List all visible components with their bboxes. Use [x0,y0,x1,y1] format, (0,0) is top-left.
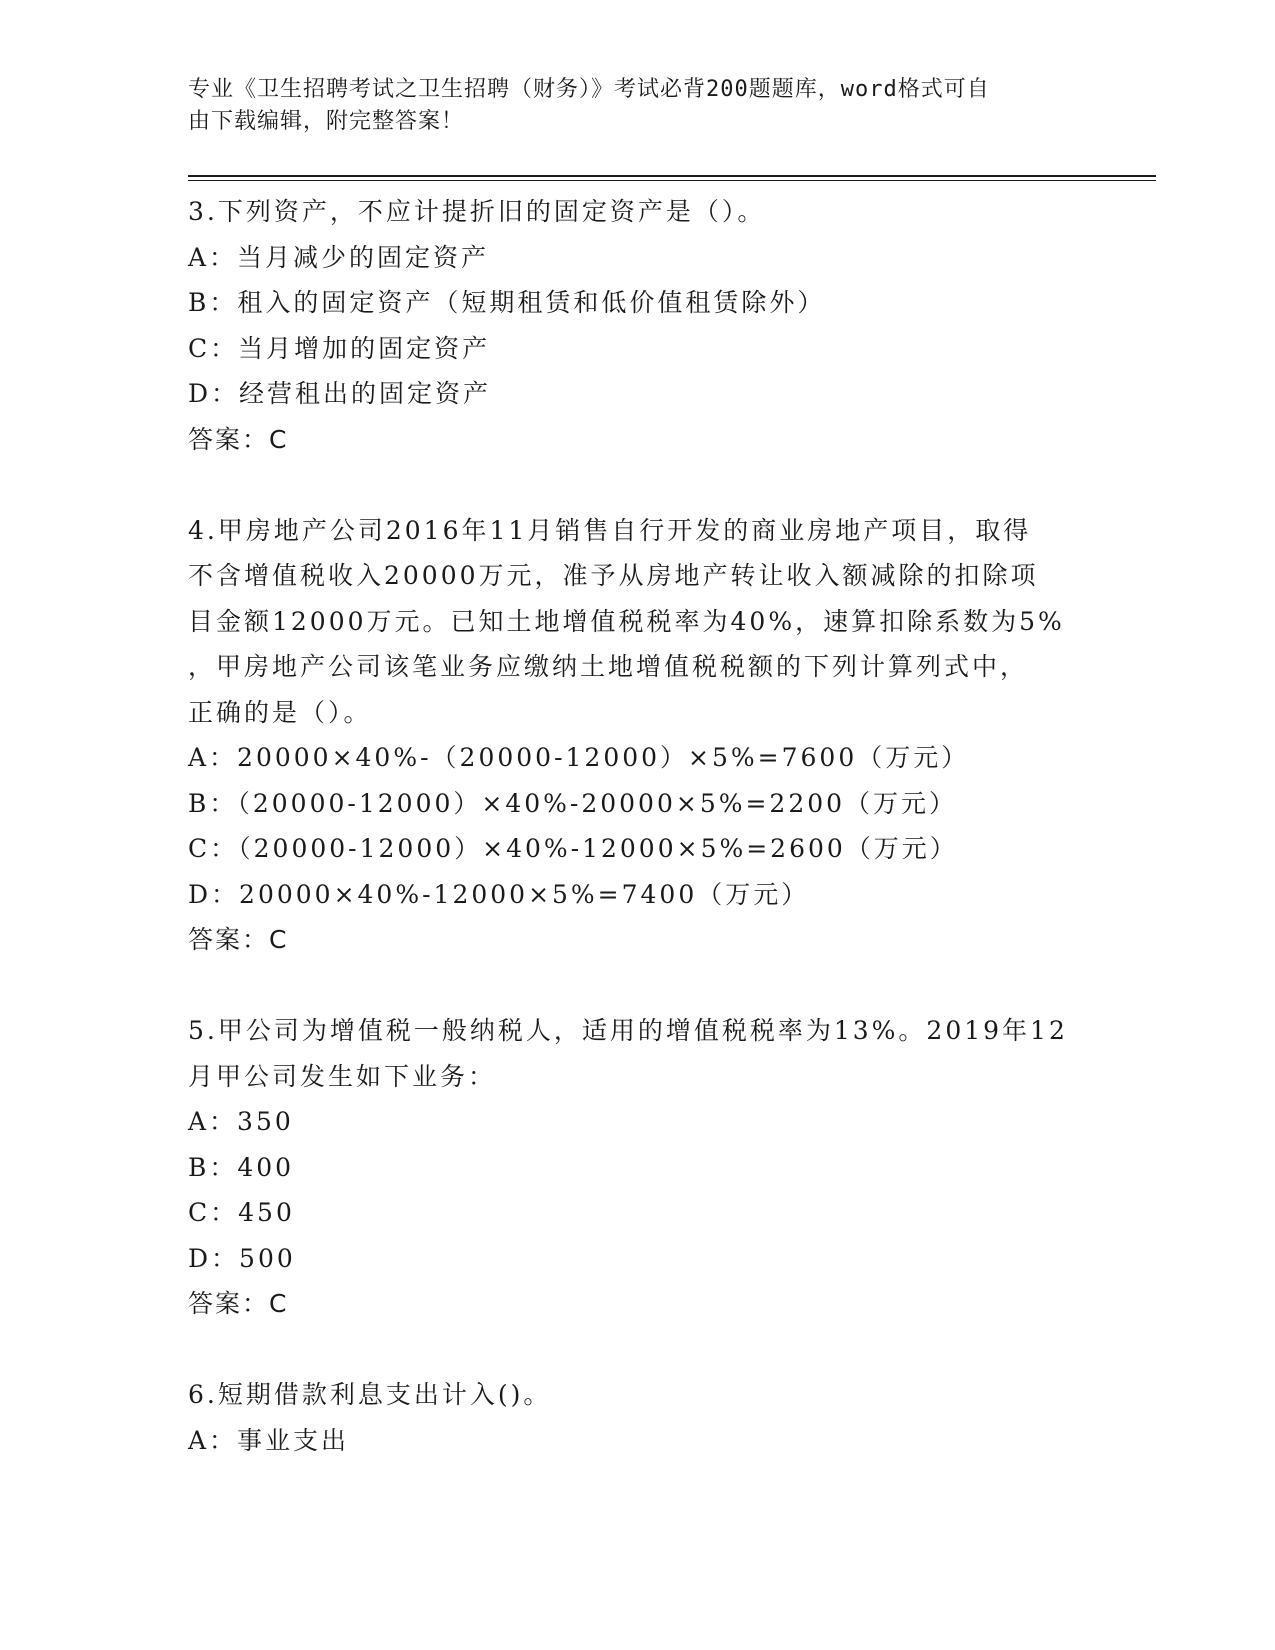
question-text: 3.下列资产，不应计提折旧的固定资产是（）。 [188,197,766,226]
header-line-2: 由下载编辑，附完整答案！ [188,109,465,134]
question-6 [188,1372,1088,1463]
question-text: 4.甲房地产公司2016年11月销售自行开发的商业房地产项目，取得 [188,515,1032,545]
header-rule-thin [188,180,1156,181]
answer-line: 答案：C [188,424,289,454]
option-b: B：租入的固定资产（短期租赁和低价值租赁除外） [188,288,826,317]
question-list [188,189,1088,1463]
question-gap [188,963,1088,1009]
header-line-1: 专业《卫生招聘考试之卫生招聘（财务）》考试必背200题题库，word格式可自 [188,77,990,102]
option-b: B：400 [188,1152,295,1182]
option-d: D：经营租出的固定资产 [188,379,492,408]
question-3 [188,189,1088,462]
option-c: C：（20000-12000）×40%-12000×5%=2600（万元） [188,834,958,863]
question-gap [188,462,1088,508]
header-rule-thick [188,175,1156,177]
option-c: C：450 [188,1198,295,1227]
question-5 [188,1008,1088,1327]
question-text: 目金额12000万元。已知土地增值税税率为40%，速算扣除系数为5% [188,606,1065,636]
option-c: C：当月增加的固定资产 [188,333,491,363]
option-d: D：500 [188,1243,296,1273]
question-gap [188,1327,1088,1373]
option-a: A：20000×40%-（20000-12000）×5%=7600（万元） [188,743,970,772]
option-a: A：事业支出 [188,1425,350,1455]
question-text: 6.短期借款利息支出计入()。 [188,1380,552,1409]
answer-line: 答案：C [188,925,289,954]
question-text: 正确的是（）。 [188,697,372,727]
question-text: 5.甲公司为增值税一般纳税人，适用的增值税税率为13%。2019年12 [188,1016,1068,1045]
question-4 [188,508,1088,963]
option-b: B：（20000-12000）×40%-20000×5%=2200（万元） [188,788,958,818]
option-d: D：20000×40%-12000×5%=7400（万元） [188,879,810,909]
answer-line: 答案：C [188,1289,289,1318]
question-text: 不含增值税收入20000万元，准予从房地产转让收入额减除的扣除项 [188,561,1039,590]
option-a: A：当月减少的固定资产 [188,242,490,272]
option-a: A：350 [188,1107,294,1136]
question-text: ，甲房地产公司该笔业务应缴纳土地增值税税额的下列计算列式中， [188,652,1029,681]
question-text: 月甲公司发生如下业务： [188,1061,497,1091]
document-header [188,74,1068,138]
